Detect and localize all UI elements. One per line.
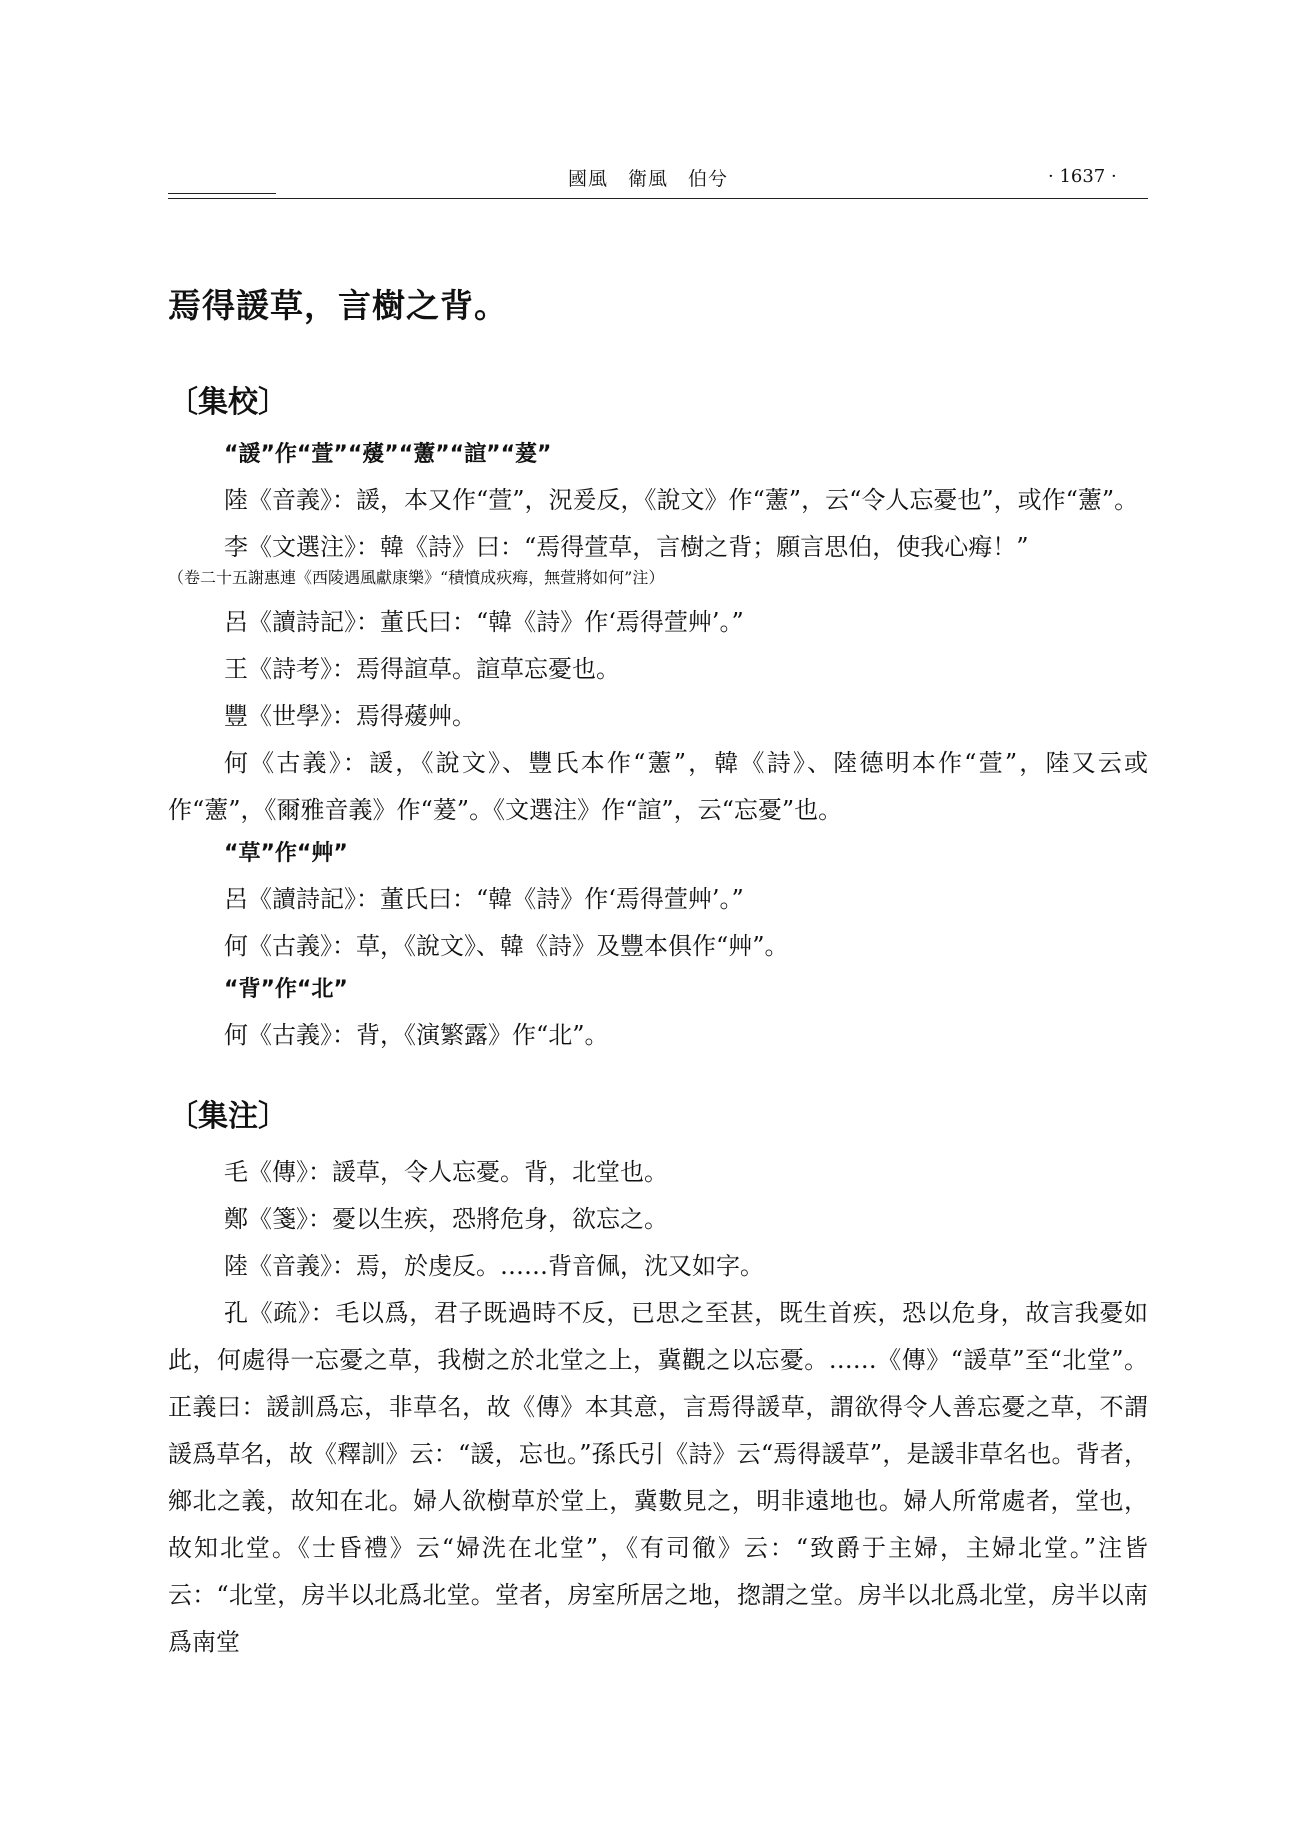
paragraph: 陸《音義》：諼，本又作“萱”，況爰反，《說文》作“藼”，云“令人忘憂也”，或作“藼”。 xyxy=(224,486,1139,514)
paragraph: 李《文選注》：韓《詩》曰：“焉得萱草，言樹之背；願言思伯，使我心痗！” xyxy=(224,533,1029,561)
page-number: · 1637 · xyxy=(1048,166,1117,187)
paragraph: 何《古義》：草，《說文》、韓《詩》及豐本俱作“艸”。 xyxy=(224,932,789,960)
collation-subhead: “諼”作“萱”“蕿”“藼”“諠”“萲” xyxy=(224,442,552,467)
paragraph: 毛《傳》：諼草，令人忘憂。背，北堂也。 xyxy=(224,1158,668,1186)
running-header-title: 國風 衛風 伯兮 xyxy=(568,168,729,190)
paragraph: 何《古義》：諼，《說文》、豐氏本作“藼”，韓《詩》、陸德明本作“萱”，陸又云或作“藼”，《爾雅音義》作“萲”。《文選注》作“諠”，云“忘憂”也。 xyxy=(168,749,1148,824)
citation-note: （卷二十五謝惠連《西陵遇風獻康樂》“積憤成疢痗，無萱將如何”注） xyxy=(168,568,665,587)
paragraph: 王《詩考》：焉得諠草。諠草忘憂也。 xyxy=(224,655,620,683)
paragraph: 孔《疏》：毛以爲，君子既過時不反，已思之至甚，既生首疾，恐以危身，故言我憂如此，何處得一忘憂之草，我樹之於北堂之上，冀觀之以忘憂。……《傳》“諼草”至“北堂”。正義曰：諼訓爲忘，非草名，故《傳》本其意，言焉得諼草，謂欲得令人善忘憂之草，不謂諼爲草名，故《釋訓》云：“諼，忘也。”孫氏引《詩》云“焉得諼草”，是諼非草名也。背者，鄉北之義，故知在北。婦人欲樹草於堂上，冀數見之，明非遠地也。婦人所常處者，堂也，故知北堂。《士昏禮》云“婦洗在北堂”，《有司徹》云：“致爵于主婦，主婦北堂。”注皆云：“北堂，房半以北爲北堂。堂者，房室所居之地，揔謂之堂。房半以北爲北堂，房半以南爲南堂 xyxy=(168,1299,1148,1656)
paragraph: 陸《音義》：焉，於虔反。……背音佩，沈又如字。 xyxy=(224,1252,764,1280)
paragraph: 豐《世學》：焉得蕿艸。 xyxy=(224,702,476,730)
section-heading-jizhu: 〔集注〕 xyxy=(168,1099,288,1134)
paragraph: 鄭《箋》：憂以生疾，恐將危身，欲忘之。 xyxy=(224,1205,668,1233)
collation-subhead: “背”作“北” xyxy=(224,977,348,1002)
paragraph: 呂《讀詩記》：董氏曰：“韓《詩》作‘焉得萱艸’。” xyxy=(224,608,744,636)
header-rule-stub xyxy=(168,193,276,194)
paragraph: 呂《讀詩記》：董氏曰：“韓《詩》作‘焉得萱艸’。” xyxy=(224,885,744,913)
header-rule xyxy=(168,198,1148,199)
paragraph: 何《古義》：背，《演繁露》作“北”。 xyxy=(224,1021,609,1049)
verse-title: 焉得諼草，言樹之背。 xyxy=(168,286,508,325)
section-heading-jijiao: 〔集校〕 xyxy=(168,385,288,420)
collation-subhead: “草”作“艸” xyxy=(224,841,348,866)
page-content xyxy=(168,280,1148,1666)
